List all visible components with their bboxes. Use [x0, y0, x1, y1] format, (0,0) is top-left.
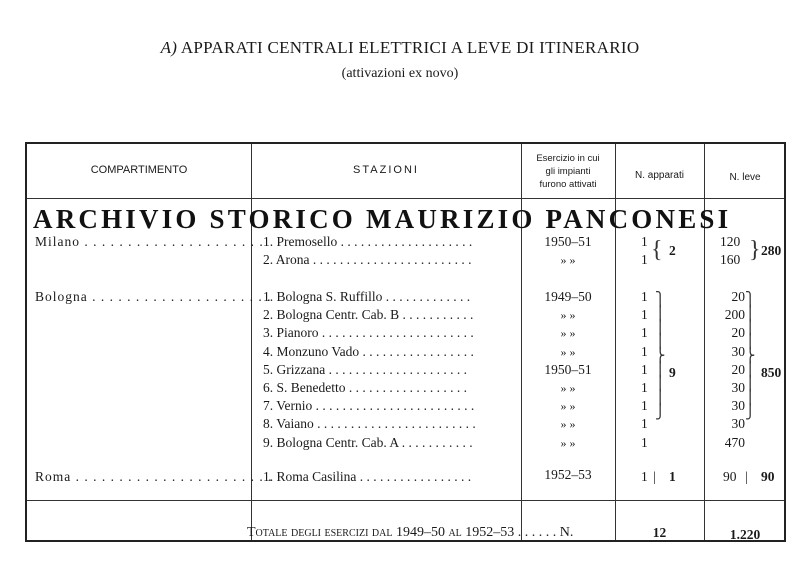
document-title — [0, 38, 800, 58]
totale-leve: 1.220 — [729, 527, 761, 542]
apparati-cell: 1 — [641, 380, 648, 395]
station-row: 1. Bologna S. Ruffillo . . . . . . . . . . . . . — [263, 289, 471, 304]
header-esercizio-line: furono attivati — [539, 179, 597, 190]
header-divider — [27, 198, 784, 199]
brace-icon: } — [749, 237, 761, 263]
brace-icon: { — [651, 237, 663, 263]
header-esercizio-line: Esercizio in cui — [536, 153, 600, 164]
leve-cell: 20 — [731, 289, 745, 304]
leve-cell: 200 — [724, 307, 745, 323]
esercizio-cell: 1950–51 — [544, 234, 592, 249]
leve-cell: 30 — [731, 343, 745, 359]
apparati-total-milano: 2 — [669, 243, 676, 258]
station-row: 9. Bologna Centr. Cab. A . . . . . . . . . . . — [263, 434, 473, 450]
totale-apparati: 12 — [652, 525, 667, 540]
station-row: 5. Grizzana . . . . . . . . . . . . . . . . . . . . . — [263, 361, 467, 377]
leve-cell: 20 — [731, 361, 745, 377]
esercizio-cell: » » — [560, 308, 576, 323]
totale-label: Totale degli esercizi dal 1949–50 al 1952–53 . . . . . . N. — [247, 525, 574, 540]
brace-icon: ⎫ ⎪ ⎪ ⎪ ⎬ ⎪ ⎪ ⎪ ⎭ — [745, 293, 756, 420]
apparati-cell: 1 — [641, 325, 648, 341]
esercizio-cell: » » — [560, 326, 576, 341]
divider-mark: | — [745, 469, 748, 484]
leve-total-roma: 90 — [761, 469, 775, 484]
leve-cell: 30 — [731, 380, 745, 395]
station-row: 6. S. Benedetto . . . . . . . . . . . . . . . . . . — [263, 380, 467, 395]
apparati-cell: 1 — [641, 361, 648, 377]
leve-cell: 160 — [720, 252, 741, 267]
esercizio-cell: » » — [560, 417, 576, 432]
esercizio-cell: 1950–51 — [544, 361, 592, 377]
title-text: APPARATI CENTRALI ELETTRICI A LEVE DI ITINERARIO — [180, 38, 640, 57]
esercizio-cell: » » — [560, 381, 576, 395]
header-stazioni: STAZIONI — [353, 164, 419, 176]
apparati-cell: 1 — [641, 469, 648, 484]
esercizio-cell: » » — [560, 253, 576, 267]
station-row: 4. Monzuno Vado . . . . . . . . . . . . . . . . . — [263, 343, 474, 359]
compartimento-milano: Milano . . . . . . . . . . . . . . . . . . . . . — [35, 234, 264, 249]
leve-cell: 120 — [720, 234, 741, 249]
total-divider — [27, 500, 784, 501]
apparati-cell: 1 — [641, 234, 648, 249]
header-esercizio-line: gli impianti — [545, 166, 591, 177]
esercizio-cell: » » — [560, 344, 576, 359]
stations-table — [25, 142, 786, 542]
station-row: 8. Vaiano . . . . . . . . . . . . . . . . . . . . . . . . — [263, 416, 476, 432]
leve-total-milano: 280 — [761, 243, 782, 258]
divider-mark: | — [653, 469, 656, 484]
esercizio-cell: 1952–53 — [544, 467, 592, 482]
esercizio-cell: 1949–50 — [544, 289, 592, 304]
leve-cell: 20 — [731, 325, 745, 341]
apparati-cell: 1 — [641, 343, 648, 359]
header-esercizio — [521, 152, 615, 191]
leve-cell: 470 — [724, 434, 745, 450]
station-row: 1. Roma Casilina . . . . . . . . . . . . . . . . . — [263, 469, 472, 484]
header-apparati: N. apparati — [635, 170, 684, 181]
station-row: 2. Arona . . . . . . . . . . . . . . . . . . . . . . . . — [263, 252, 472, 267]
apparati-cell: 1 — [641, 434, 648, 450]
compartimento-bologna: Bologna . . . . . . . . . . . . . . . . . . . . . — [35, 289, 272, 304]
leve-cell: 30 — [731, 416, 745, 432]
apparati-cell: 1 — [641, 289, 648, 304]
station-row: 3. Pianoro . . . . . . . . . . . . . . . . . . . . . . . — [263, 325, 474, 341]
leve-cell: 90 — [723, 469, 737, 484]
station-row: 2. Bologna Centr. Cab. B . . . . . . . . . . . — [263, 307, 474, 323]
apparati-cell: 1 — [641, 416, 648, 432]
apparati-total-bologna: 9 — [669, 365, 676, 380]
document-subtitle: (attivazioni ex novo) — [341, 66, 459, 81]
apparati-cell: 1 — [641, 252, 648, 267]
header-leve: N. leve — [729, 172, 761, 183]
apparati-cell: 1 — [641, 307, 648, 323]
apparati-total-roma: 1 — [669, 469, 676, 484]
title-letter: A) — [160, 38, 178, 57]
apparati-cell: 1 — [641, 398, 648, 414]
station-row: 1. Premosello . . . . . . . . . . . . . . . . . . . . — [263, 234, 473, 249]
station-row: 7. Vernio . . . . . . . . . . . . . . . . . . . . . . . . — [263, 398, 475, 414]
archive-watermark: ARCHIVIO STORICO MAURIZIO PANCONESI — [33, 204, 732, 234]
compartimento-roma: Roma . . . . . . . . . . . . . . . . . . . . . . . — [35, 469, 273, 484]
leve-total-bologna: 850 — [761, 365, 782, 380]
brace-icon: ⎫ ⎪ ⎪ ⎪ ⎬ ⎪ ⎪ ⎪ ⎭ — [655, 293, 666, 420]
esercizio-cell: » » — [560, 399, 576, 414]
esercizio-cell: » » — [560, 435, 576, 450]
leve-cell: 30 — [731, 398, 745, 414]
header-compartimento: COMPARTIMENTO — [90, 164, 188, 176]
